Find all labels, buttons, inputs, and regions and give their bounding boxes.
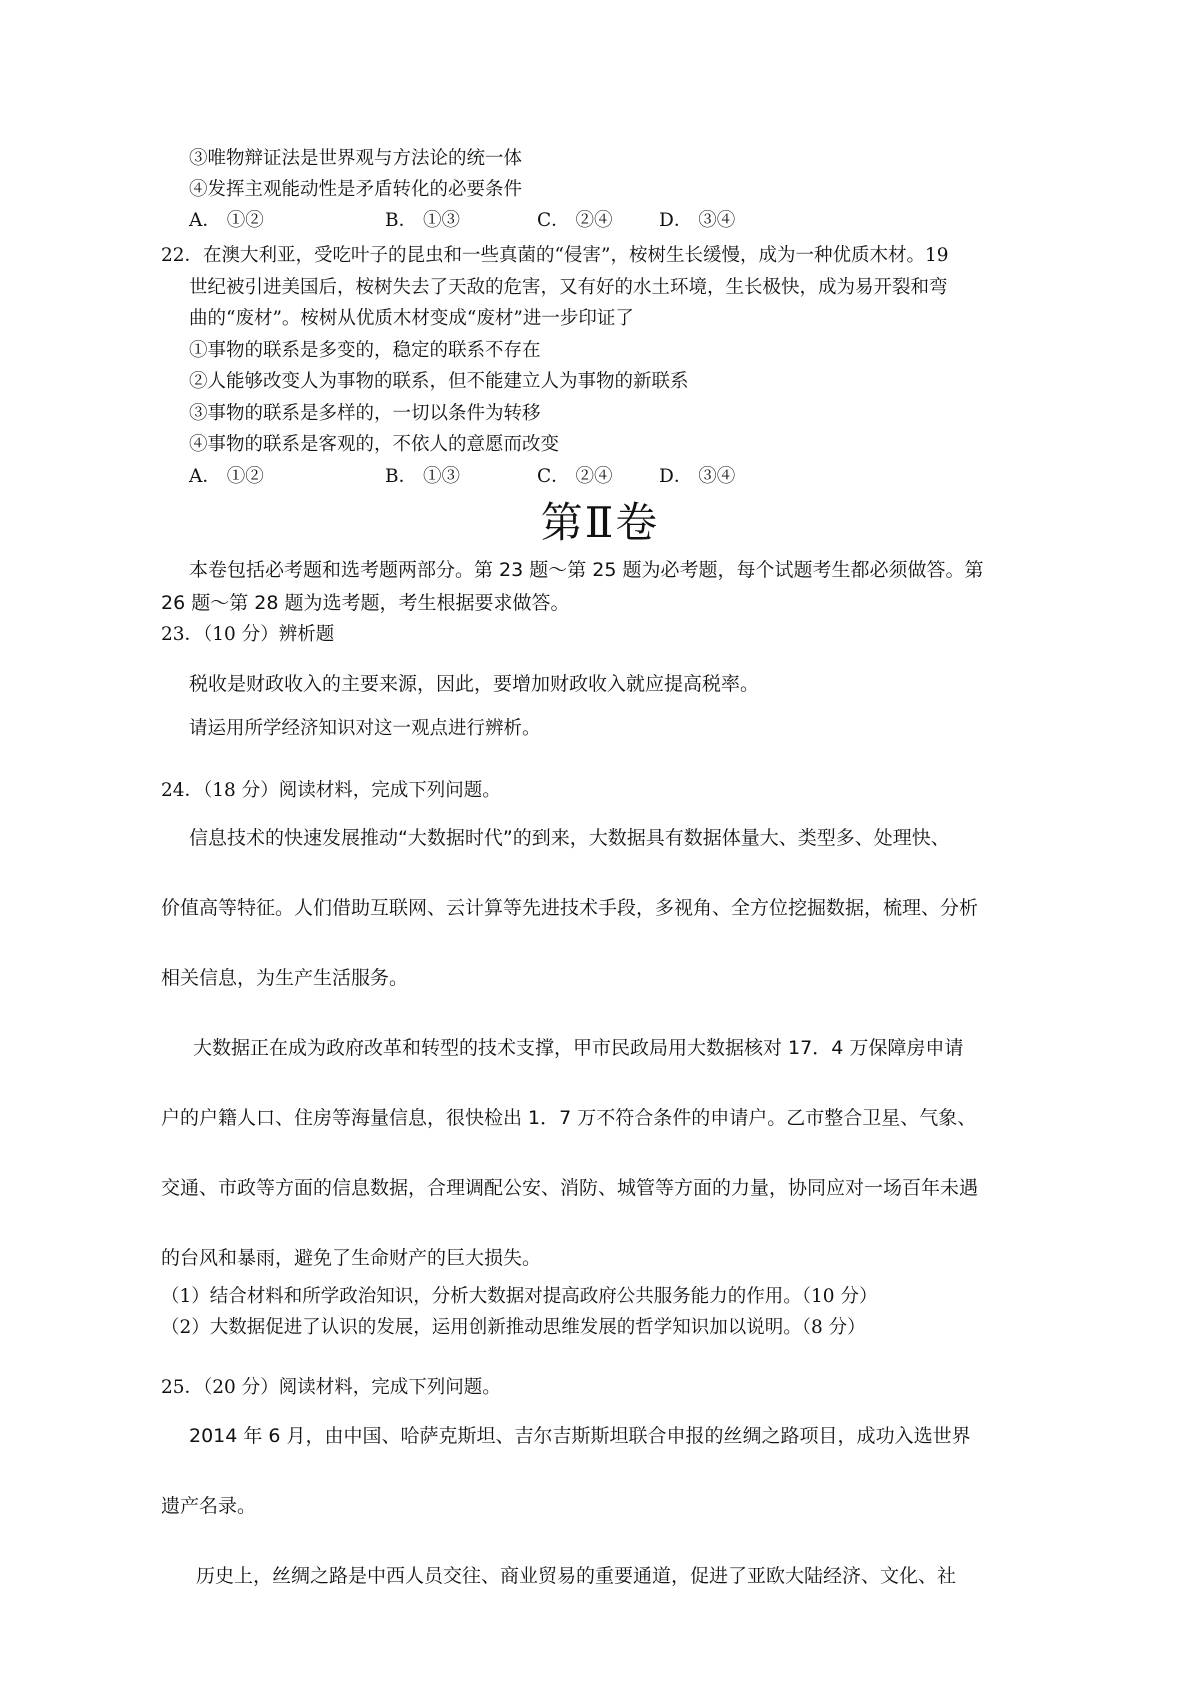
part-2-intro-line-2: 26 题～第 28 题为选考题，考生根据要求做答。 (161, 592, 570, 614)
q24-material-1-line-1: 信息技术的快速发展推动“大数据时代”的到来，大数据具有数据体量大、类型多、处理快、 (189, 827, 950, 849)
q21-item-3: ③唯物辩证法是世界观与方法论的统一体 (189, 148, 523, 169)
q25-material-2-line-1: 历史上，丝绸之路是中西人员交往、商业贸易的重要通道，促进了亚欧大陆经济、文化、社 (196, 1565, 957, 1587)
q21-option-a: A． ①② (189, 210, 264, 231)
part-2-intro-line-1: 本卷包括必考题和选考题两部分。第 23 题～第 25 题为必考题，每个试题考生都必须做答。第 (189, 559, 984, 581)
q21-option-b: B． ①③ (385, 210, 460, 231)
q22-item-1: ①事物的联系是多变的，稳定的联系不存在 (189, 340, 541, 361)
q22-item-2: ②人能够改变人为事物的联系，但不能建立人为事物的新联系 (189, 371, 689, 392)
q22-stem-line-1: 22．在澳大利亚，受吃叶子的昆虫和一些真菌的“侵害”，桉树生长缓慢，成为一种优质木材。19 (161, 245, 949, 266)
q23-statement: 税收是财政收入的主要来源，因此，要增加财政收入就应提高税率。 (189, 673, 760, 695)
q24-material-2-line-1: 大数据正在成为政府改革和转型的技术支撑，甲市民政局用大数据核对 17．4 万保障房申请 (193, 1037, 964, 1059)
q24-material-1-line-3: 相关信息，为生产生活服务。 (161, 967, 409, 989)
q23-heading: 23．（10 分）辨析题 (161, 624, 335, 645)
q25-heading: 25．（20 分）阅读材料，完成下列问题。 (161, 1377, 501, 1398)
q22-item-4: ④事物的联系是客观的，不依人的意愿而改变 (189, 434, 560, 455)
q21-item-4: ④发挥主观能动性是矛盾转化的必要条件 (189, 179, 523, 200)
q22-option-b: B． ①③ (385, 466, 460, 487)
q22-stem-line-3: 曲的“废材”。桉树从优质木材变成“废材”进一步印证了 (189, 308, 634, 329)
q21-option-d: D． ③④ (659, 210, 736, 231)
q22-stem-line-2: 世纪被引进美国后，桉树失去了天敌的危害，又有好的水土环境，生长极快，成为易开裂和弯 (189, 277, 948, 298)
q25-material-1-line-2: 遗产名录。 (161, 1495, 257, 1517)
q24-material-2-line-4: 的台风和暴雨，避免了生命财产的巨大损失。 (161, 1247, 542, 1269)
q24-material-2-line-2: 户的户籍人口、住房等海量信息，很快检出 1．7 万不符合条件的申请户。乙市整合卫星、气象、 (161, 1107, 977, 1129)
part-2-title: 第Ⅱ卷 (540, 498, 660, 547)
q24-subquestion-2: （2）大数据促进了认识的发展，运用创新推动思维发展的哲学知识加以说明。（8 分） (161, 1317, 866, 1338)
q24-subquestion-1: （1）结合材料和所学政治知识，分析大数据对提高政府公共服务能力的作用。（10 分） (161, 1286, 878, 1307)
q25-material-1-line-1: 2014 年 6 月，由中国、哈萨克斯坦、吉尔吉斯斯坦联合申报的丝绸之路项目，成功入选世界 (189, 1425, 971, 1447)
q22-option-a: A． ①② (189, 466, 264, 487)
q22-option-d: D． ③④ (659, 466, 736, 487)
q24-heading: 24．（18 分）阅读材料，完成下列问题。 (161, 780, 501, 801)
q23-prompt: 请运用所学经济知识对这一观点进行辨析。 (189, 718, 541, 739)
q22-item-3: ③事物的联系是多样的，一切以条件为转移 (189, 403, 541, 424)
q22-option-c: C． ②④ (537, 466, 613, 487)
q24-material-2-line-3: 交通、市政等方面的信息数据，合理调配公安、消防、城管等方面的力量，协同应对一场百年未遇 (161, 1177, 979, 1199)
q21-option-c: C． ②④ (537, 210, 613, 231)
q24-material-1-line-2: 价值高等特征。人们借助互联网、云计算等先进技术手段，多视角、全方位挖掘数据，梳理、分析 (161, 897, 979, 919)
